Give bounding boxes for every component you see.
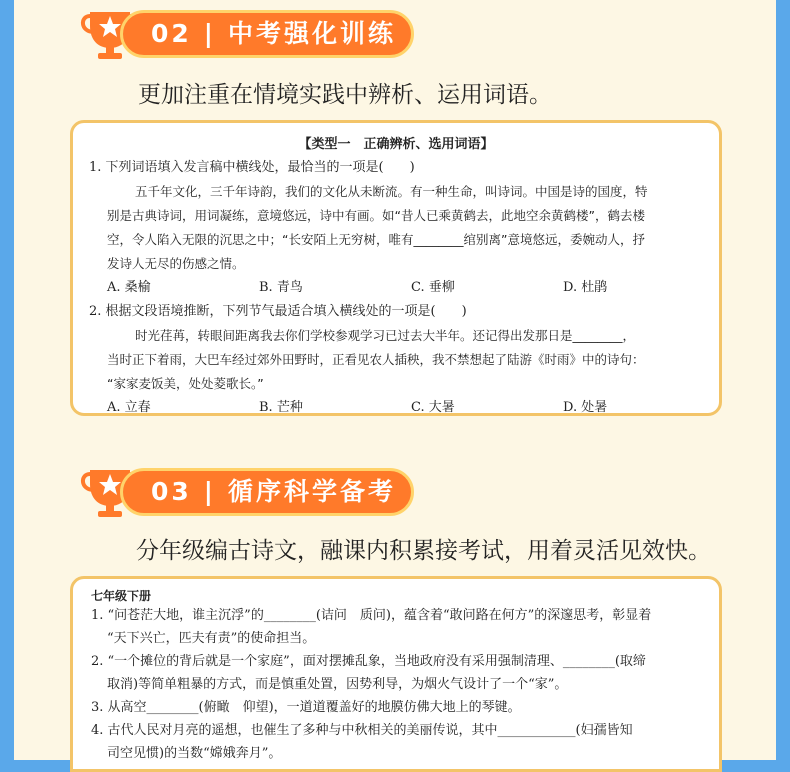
question-1-options xyxy=(73,276,719,300)
option-c: C. 垂柳 xyxy=(411,280,455,295)
item-line: 3. 从高空________(俯瞰 仰望)，一道道覆盖好的地膜仿佛大地上的琴键。 xyxy=(91,700,521,715)
section-02-subtitle: 更加注重在情境实践中辨析、运用词语。 xyxy=(138,82,552,108)
list-item xyxy=(73,696,719,719)
question-1-passage-line: 别是古典诗词，用词凝练，意境悠远，诗中有画。如“昔人已乘黄鹤去，此地空余黄鹤楼”，鹤去楼 xyxy=(107,208,645,223)
section-number: 02 xyxy=(151,19,192,48)
section-title: 循序科学备考 xyxy=(227,477,396,506)
question-2-stem: 2. 根据文段语境推断，下列节气最适合填入横线处的一项是( ) xyxy=(89,304,467,319)
question-1-passage-line: 发诗人无尽的伤感之情。 xyxy=(107,256,245,271)
section-02-title-pill xyxy=(120,10,414,58)
separator: | xyxy=(203,19,216,48)
question-2-passage-line: “家家麦饭美，处处菱歌长。” xyxy=(107,376,264,391)
section-number: 03 xyxy=(151,477,192,506)
grade-label: 七年级下册 xyxy=(91,589,152,603)
question-1-passage-line: 五千年文化，三千年诗韵，我们的文化从未断流。有一种生命，叫诗词。中国是诗的国度，特 xyxy=(135,184,648,199)
exercise-type-title: 【类型一 正确辨析、选用词语】 xyxy=(298,137,494,152)
section-03-title-pill xyxy=(120,468,414,516)
item-line: 1. “问苍茫大地，谁主沉浮”的________(诘问 质问)，蕴含着“敢问路在何方”的深邃思考，彰显着 xyxy=(91,608,652,623)
question-2-options xyxy=(73,396,719,420)
question-1-stem: 1. 下列词语填入发言稿中横线处，最恰当的一项是( ) xyxy=(89,160,415,175)
section-02-exercise-box xyxy=(70,120,722,416)
section-03-exercise-box xyxy=(70,576,722,772)
option-d: D. 杜鹃 xyxy=(563,280,608,295)
option-c: C. 大暑 xyxy=(411,400,455,415)
list-item xyxy=(73,604,719,650)
question-2-passage-line: 当时正下着雨，大巴车经过郊外田野时，正看见农人插秧，我不禁想起了陆游《时雨》中的诗句： xyxy=(107,352,645,367)
option-d: D. 处暑 xyxy=(563,400,608,415)
list-item xyxy=(73,650,719,696)
separator: | xyxy=(203,477,216,506)
list-item xyxy=(73,719,719,765)
item-line: “天下兴亡，匹夫有责”的使命担当。 xyxy=(107,631,316,646)
item-line: 司空见惯)的当数“嫦娥奔月”。 xyxy=(107,746,282,761)
question-2-passage-line: 时光荏苒，转眼间距离我去你们学校参观学习已过去大半年。还记得出发那日是________， xyxy=(135,328,636,343)
page xyxy=(14,0,776,760)
option-a: A. 桑榆 xyxy=(107,280,151,295)
section-title: 中考强化训练 xyxy=(227,19,396,48)
item-line: 2. “一个摊位的背后就是一个家庭”，面对摆摊乱象，当地政府没有采用强制清理、________(取缔 xyxy=(91,654,646,669)
item-line: 4. 古代人民对月亮的遥想，也催生了多种与中秋相关的美丽传说，其中____________(妇孺皆知 xyxy=(91,723,633,738)
item-line: 取消)等简单粗暴的方式，而是慎重处置，因势利导，为烟火气设计了一个“家”。 xyxy=(107,677,568,692)
option-b: B. 青鸟 xyxy=(259,280,303,295)
option-a: A. 立春 xyxy=(107,400,151,415)
question-1-passage-line: 空，令人陷入无限的沉思之中；“长安陌上无穷树，唯有________绾别离”意境悠远，委婉动人，抒 xyxy=(107,232,645,247)
option-b: B. 芒种 xyxy=(259,400,303,415)
section-03-subtitle: 分年级编古诗文，融课内积累接考试，用着灵活见效快。 xyxy=(136,538,711,564)
